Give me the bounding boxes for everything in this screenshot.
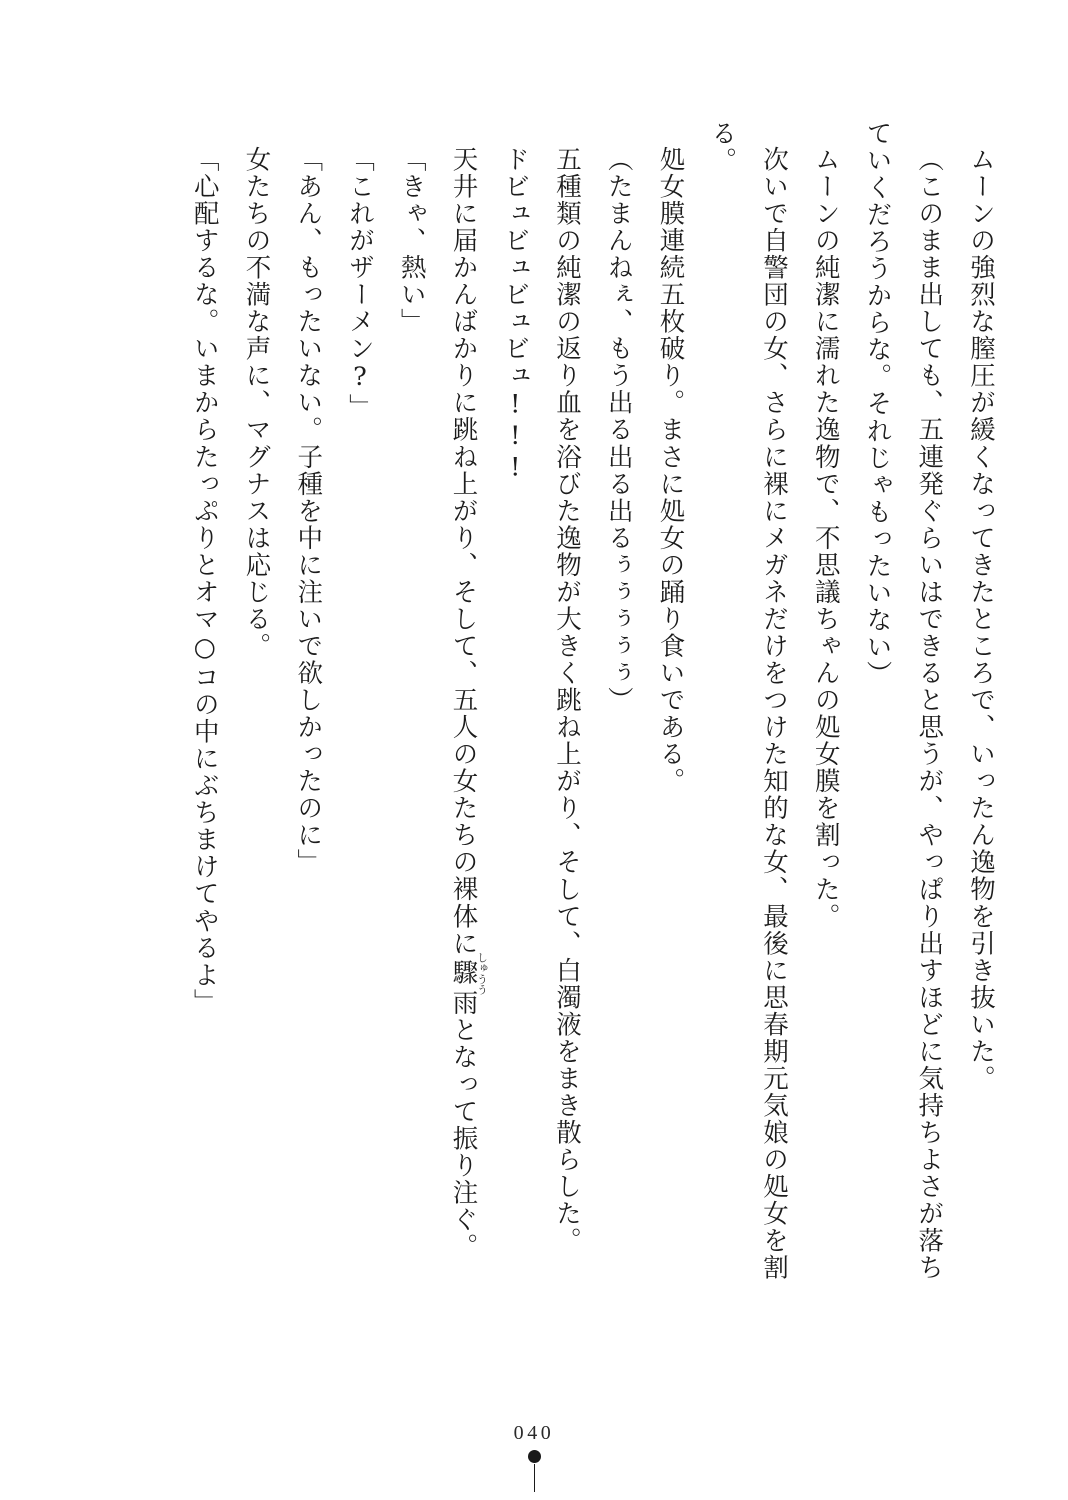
- footer-ornament-icon: [527, 1450, 541, 1492]
- paragraph: 「きゃ、熱い」: [396, 145, 427, 335]
- page-number: 040: [513, 1422, 555, 1444]
- paragraph: 「心配するな。いまからたっぷりとオマ○コの中にぶちまけてやるよ」: [189, 145, 220, 1015]
- paragraph: 「あん、もったいない。子種を中に注いで欲しかったのに」: [293, 145, 324, 876]
- paragraph: 処女膜連続五枚破り。まさに処女の踊り食いである。: [655, 145, 686, 795]
- paragraph: ドビュビュビュビュ!!!: [500, 145, 531, 484]
- paragraph: ムーンの純潔に濡れた逸物で、不思議ちゃんの処女膜を割った。: [810, 145, 841, 930]
- paragraph: 次いで自警団の女、さらに裸にメガネだけをつけた知的な女、最後に思春期元気娘の処女を割る。: [707, 120, 789, 1281]
- paragraph-with-ruby: [437, 120, 489, 1290]
- paragraph: （このまま出しても、五連発ぐらいはできると思うが、やっぱり出すほどに気持ちよさが落ちていくだろうからな。それじゃもったいない）: [862, 120, 945, 1281]
- ruby-paragraph-text: 天井に届かんばかりに跳ね上がり、そして、五人の女たちの裸体に驟しゅうう雨となって振り注ぐ。: [448, 145, 489, 1260]
- paragraph: 五種類の純潔の返り血を浴びた逸物が大きく跳ね上がり、そして、白濁液をまき散らした。: [552, 145, 582, 1254]
- ruby-annotation: 驟しゅうう: [448, 951, 489, 995]
- paragraph: 「これがザーメン?」: [345, 145, 375, 421]
- vertical-text-body: [126, 120, 1006, 1290]
- paragraph: （たまんねぇ、もう出る出る出るぅぅぅぅぅ）: [603, 145, 634, 714]
- paragraph: ムーンの強烈な膣圧が緩くなってきたところで、いったん逸物を引き抜いた。: [966, 145, 996, 1092]
- paragraph: 女たちの不満な声に、マグナスは応じる。: [241, 145, 272, 660]
